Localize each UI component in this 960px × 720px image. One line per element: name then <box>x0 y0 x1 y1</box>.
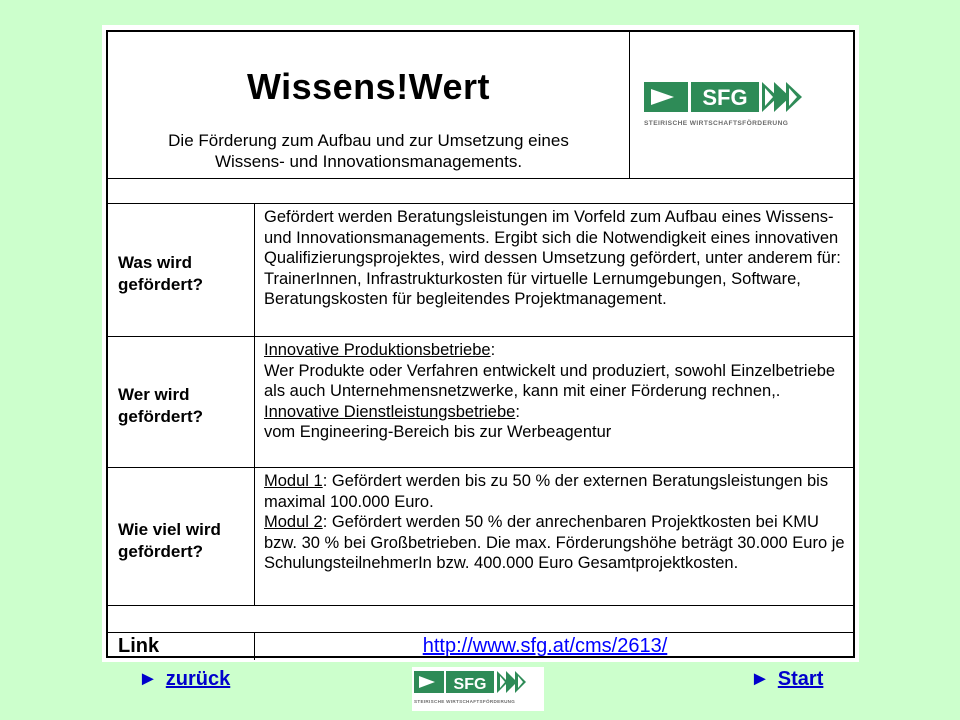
triangle-right-icon: ► <box>750 668 770 690</box>
row-label-was-wird-gefoerdert: Was wird gefördert? <box>108 204 255 337</box>
page-title: Wissens!Wert <box>246 66 491 107</box>
logo-cell <box>630 32 853 179</box>
produktionsbetriebe-text: Wer Produkte oder Verfahren entwickelt und produziert, sowohl Einzelbetriebe als auch Unternehmensnetzwerke, kann mit einer Förderung rechnen,. <box>264 361 836 400</box>
link-cell <box>255 633 853 660</box>
row-content-wie-viel-wird-gefoerdert <box>255 468 853 606</box>
dienstleistungsbetriebe-heading: Innovative Dienstleistungsbetriebe <box>264 402 516 421</box>
modul-2-text: : Gefördert werden 50 % der anrechenbaren Projektkosten bei KMU bzw. 30 % bei Großbetrieben. Die max. Förderungshöhe beträgt 30.000 Euro je SchulungsteilnehmerIn bzw. 400.000 Euro Gesamtprojektkosten. <box>264 513 845 572</box>
modul-2-label: Modul 2 <box>264 513 323 531</box>
was-wird-gefoerdert-text: Gefördert werden Beratungsleistungen im Vorfeld zum Aufbau eines Wissens- und Innovationsmanagements. Ergibt sich die Notwendigkeit eines innovativen Qualifizierungsprojektes, wird dessen Umsetzung gefördert, unter anderem für: TrainerInnen, Infrastrukturkosten für virtuelle Lernumgebungen, Software, Beratungskosten für begleitendes Projektmanagement. <box>264 208 841 308</box>
start-link[interactable]: Start <box>777 668 824 690</box>
nav-start <box>750 668 823 691</box>
sfg-footer-logo-icon <box>412 667 544 711</box>
produktionsbetriebe-heading: Innovative Produktionsbetriebe <box>264 341 491 359</box>
sfg-logo-tagline: STEIRISCHE WIRTSCHAFTSFÖRDERUNG <box>643 120 788 127</box>
sfg-logo-text: SFG <box>453 676 487 693</box>
row-label-wer-wird-gefoerdert: Wer wird gefördert? <box>108 337 255 468</box>
triangle-right-icon: ► <box>138 668 158 690</box>
sfg-logo-icon <box>644 80 840 130</box>
sfg-url-link[interactable]: http://www.sfg.at/cms/2613/ <box>422 635 668 657</box>
row-content-was-wird-gefoerdert <box>255 204 853 337</box>
info-table <box>106 30 855 658</box>
dienstleistungsbetriebe-text: vom Engineering-Bereich bis zur Werbeagentur <box>264 423 612 441</box>
slide <box>102 25 859 662</box>
sfg-logo-tagline: STEIRISCHE WIRTSCHAFTSFÖRDERUNG <box>414 699 516 704</box>
modul-1-label: Modul 1 <box>264 472 323 490</box>
link-label: Link <box>108 633 255 660</box>
modul-1-text: : Gefördert werden bis zu 50 % der externen Beratungsleistungen bis maximal 100.000 Euro. <box>264 472 829 511</box>
nav-back <box>138 668 230 691</box>
row-content-wer-wird-gefoerdert: Innovative Produktionsbetriebe: Wer Produkte oder Verfahren entwickelt und produziert, sowohl Einzelbetriebe als auch Unternehmensnetzwerke, kann mit einer Förderung rechnen,. Innovative Dienstleistungsbetriebe: vom Engineering-Bereich bis zur Werbeagentur <box>255 337 853 468</box>
sfg-logo-text: SFG <box>701 85 748 110</box>
back-link[interactable]: zurück <box>165 668 231 690</box>
page-subtitle: Die Förderung zum Aufbau und zur Umsetzung eines Wissens- und Innovationsmanagements. <box>168 131 569 171</box>
spacer-row <box>108 179 853 204</box>
spacer-row <box>108 606 853 633</box>
title-cell <box>108 32 630 179</box>
row-label-wie-viel-wird-gefoerdert: Wie viel wird gefördert? <box>108 468 255 606</box>
